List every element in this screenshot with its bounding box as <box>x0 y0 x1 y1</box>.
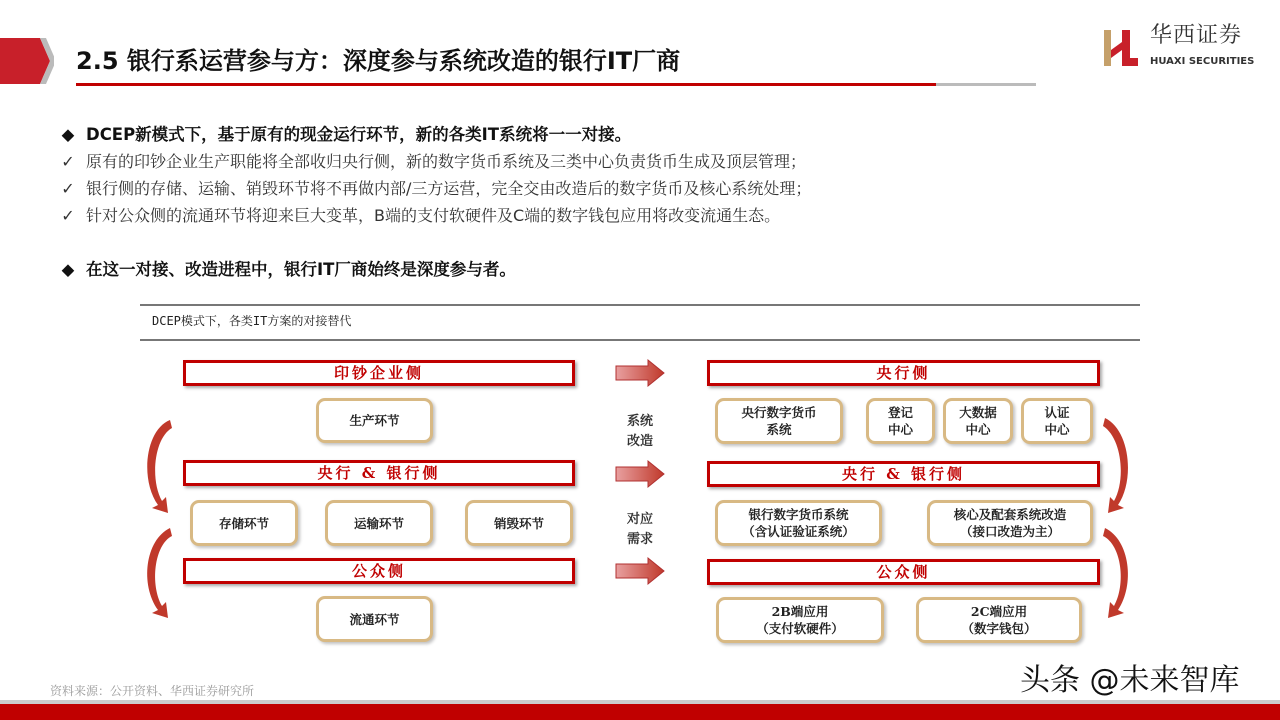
bullet-3: ✓ 银行侧的存储、运输、销毁环节将不再做内部/三方运营，完全交由改造后的数字货币及核心系统处理； <box>61 179 812 198</box>
curved-arrow-icon <box>147 420 172 513</box>
watermark: 头条 @未来智库 <box>1020 663 1240 698</box>
box-destroy: 销毁环节 <box>465 500 573 546</box>
box-bank-cbdc: 银行数字货币系统 （含认证验证系统） <box>715 500 882 546</box>
label-demand: 对应 需求 <box>626 512 653 547</box>
banner-central: 央行侧 <box>707 360 1100 386</box>
box-2c-app: 2C端应用 （数字钱包） <box>916 597 1082 643</box>
box-transport: 运输环节 <box>325 500 433 546</box>
box-cbdc-system: 央行数字货币 系统 <box>715 398 843 444</box>
banner-printing: 印钞企业侧 <box>183 360 575 386</box>
figure-rule <box>140 339 1140 341</box>
bullet-2: ✓ 原有的印钞企业生产职能将全部收归央行侧，新的数字货币系统及三类中心负责货币生成及顶层管理； <box>61 152 807 171</box>
logo-text-en: HUAXI SECURITIES <box>1150 56 1255 67</box>
footer-red-bar <box>0 704 1280 720</box>
page-title: 2.5 银行系运营参与方：深度参与系统改造的银行IT厂商 <box>76 47 681 75</box>
figure-caption: DCEP模式下，各类IT方案的对接替代 <box>152 314 352 328</box>
diamond-icon: ◆ <box>61 260 75 279</box>
banner-central-bank-right: 央行 & 银行侧 <box>707 461 1100 487</box>
box-production: 生产环节 <box>316 398 433 443</box>
title-underline-gray <box>936 83 1036 86</box>
curved-arrow-icon <box>1103 418 1128 513</box>
box-registry: 登记 中心 <box>866 398 935 444</box>
right-arrow-icon <box>616 360 664 386</box>
box-circulation: 流通环节 <box>316 596 433 642</box>
curved-arrow-icon <box>1103 528 1128 618</box>
section-tab-icon <box>0 38 54 84</box>
box-2b-app: 2B端应用 （支付软硬件） <box>716 597 884 643</box>
diamond-icon: ◆ <box>61 125 75 144</box>
banner-public-right: 公众侧 <box>707 559 1100 585</box>
bullet-4: ✓ 针对公众侧的流通环节将迎来巨大变革，B端的支付软硬件及C端的数字钱包应用将改变流通生态。 <box>61 206 781 225</box>
box-core-system: 核心及配套系统改造 （接口改造为主） <box>927 500 1093 546</box>
bullet-5: ◆ 在这一对接、改造进程中，银行IT厂商始终是深度参与者。 <box>61 260 516 279</box>
box-storage: 存储环节 <box>190 500 298 546</box>
banner-central-bank: 央行 & 银行侧 <box>183 460 575 486</box>
curved-arrow-icon <box>147 528 172 618</box>
box-auth: 认证 中心 <box>1021 398 1093 444</box>
banner-public: 公众侧 <box>183 558 575 584</box>
figure-top-rule <box>140 304 1140 306</box>
box-bigdata: 大数据 中心 <box>943 398 1013 444</box>
bullet-1: ◆ DCEP新模式下，基于原有的现金运行环节，新的各类IT系统将一一对接。 <box>61 125 632 144</box>
source-note: 资料来源：公开资料、华西证券研究所 <box>50 684 255 698</box>
check-icon: ✓ <box>61 152 75 171</box>
check-icon: ✓ <box>61 206 75 225</box>
title-underline <box>76 83 936 86</box>
logo-text-cn: 华西证券 <box>1150 23 1243 48</box>
check-icon: ✓ <box>61 179 75 198</box>
huaxi-logo-icon <box>1102 28 1142 68</box>
label-system-upgrade: 系统 改造 <box>626 414 653 449</box>
right-arrow-icon <box>616 558 664 584</box>
right-arrow-icon <box>616 461 664 487</box>
